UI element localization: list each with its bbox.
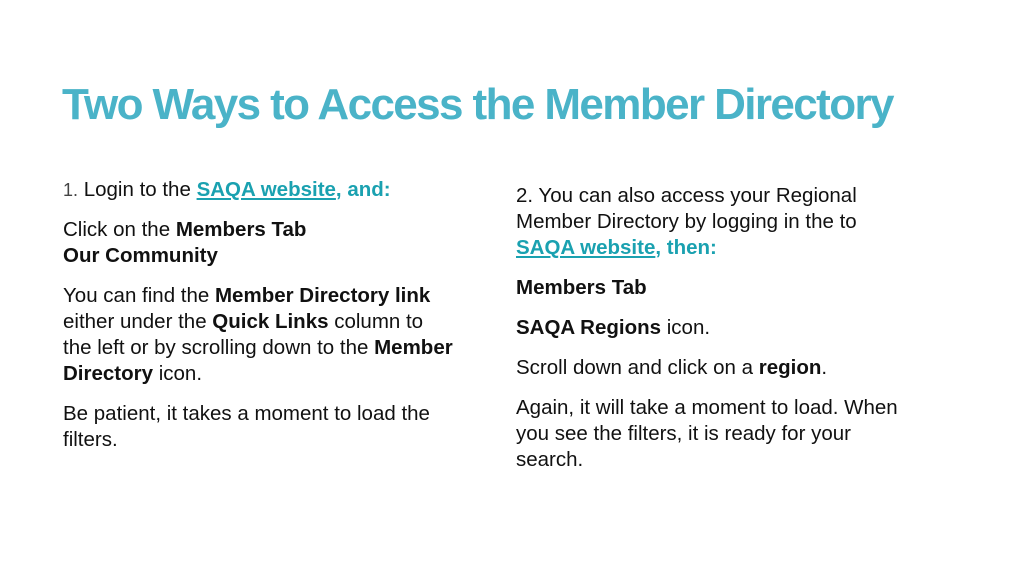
step-one-number: 1. <box>63 180 79 200</box>
either-under-text: either under the <box>63 310 213 333</box>
scroll-down-text: Scroll down and click on a <box>516 356 759 379</box>
saqa-website-link[interactable]: SAQA website <box>196 178 336 201</box>
members-tab-label: Members Tab <box>175 218 307 241</box>
region-step <box>516 355 916 381</box>
saqa-regions-step <box>516 315 916 341</box>
step-two-intro <box>516 183 916 261</box>
our-community-label: Our Community <box>63 244 218 267</box>
icon-text: icon. <box>153 362 203 385</box>
step-two-suffix: , then: <box>655 236 717 259</box>
right-column <box>516 183 916 487</box>
member-directory-label: Member Directory <box>63 336 453 385</box>
step-one-suffix: , and: <box>335 178 391 201</box>
load-note: Again, it will take a moment to load. When you see the filters, it is ready for your search. <box>516 396 898 471</box>
period: . <box>821 356 828 379</box>
member-directory-instruction <box>63 283 453 387</box>
region-label: region <box>758 356 822 379</box>
quick-links-label: Quick Links <box>212 310 329 333</box>
click-on-text: Click on the <box>63 218 176 241</box>
saqa-website-link-2[interactable]: SAQA website <box>516 236 656 259</box>
column-text: column to the left or by scrolling down to the <box>63 310 424 359</box>
step-one-text: Login to the <box>78 178 197 201</box>
saqa-regions-icon-text: icon. <box>661 316 711 339</box>
saqa-regions-label: SAQA Regions <box>516 316 662 339</box>
left-column <box>63 177 453 467</box>
member-directory-link-label: Member Directory link <box>214 284 431 307</box>
members-tab-instruction <box>63 217 453 269</box>
find-text: You can find the <box>63 284 215 307</box>
members-tab-step <box>516 275 916 301</box>
patience-note: Be patient, it takes a moment to load the filters. <box>63 402 430 451</box>
slide-title: Two Ways to Access the Member Directory <box>62 80 893 129</box>
step-two-text: 2. You can also access your Regional Member Directory by logging in the to <box>516 184 857 233</box>
step-one-intro <box>63 177 453 203</box>
members-tab-label-2: Members Tab <box>516 276 647 299</box>
